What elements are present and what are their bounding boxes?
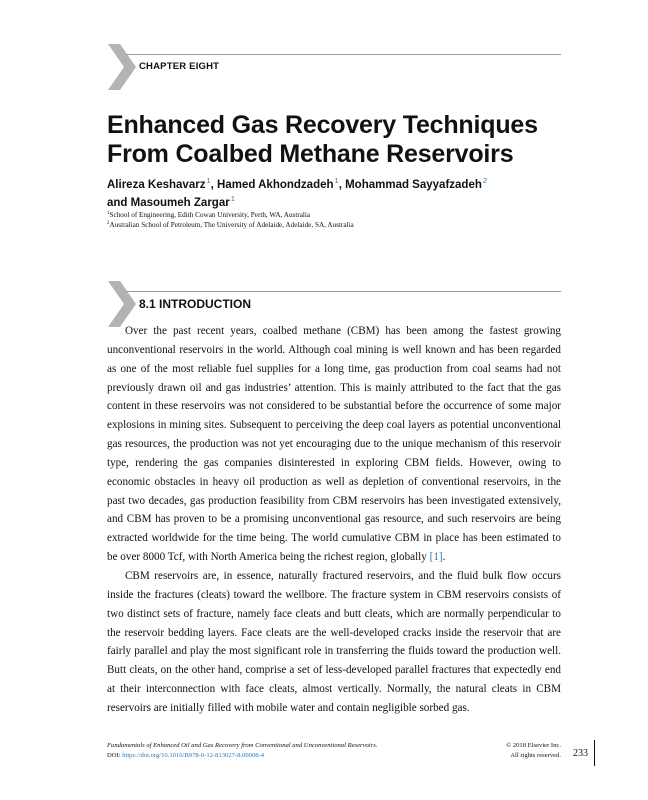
rights-text: All rights reserved. bbox=[510, 752, 561, 759]
affiliation-text: Australian School of Petroleum, The University of Adelaide, Adelaide, SA, Australia bbox=[109, 220, 354, 229]
author-name: Mohammad Sayyafzadeh bbox=[345, 179, 482, 191]
paragraph bbox=[107, 322, 561, 567]
affiliation-text: School of Engineering, Edith Cowan University, Perth, WA, Australia bbox=[109, 211, 311, 219]
title-line-1: Enhanced Gas Recovery Techniques bbox=[107, 111, 538, 139]
book-title: Fundamentals of Enhanced Oil and Gas Recovery from Conventional and Unconventional Reservoirs. bbox=[107, 742, 378, 749]
section-rule bbox=[126, 291, 561, 292]
paragraph-text: Over the past recent years, coalbed methane (CBM) has been among the fastest growing unconventional reservoirs in the world. Although coal mining is well known and has been regarded as one of the most reliable fuel supplies for a long time, gas production from coal seams had not previously drawn oil and gas industries’ attention. This is mainly attributed to the fact that the gas content in these reservoirs was not considered to be substantial before the occurrence of some major explosions in mining sites. Subsequent to perceiving the deep coal layers as potential unconventional gas resources, the production was not yet encouraging due to the unique mechanism of this reservoir type, rendering the gas companies disinterested in exploring CBM fields. However, owing to economic obstacles in heavy oil production as well as depletion of conventional reservoirs, in the past two decades, gas production feasibility from CBM reservoirs has been investigated extensively, and CBM has proven to be a promising unconventional gas resource, and such reservoirs are being extracted worldwide for the time being. The world cumulative CBM in place has been estimated to be over 8000 Tcf, with North America being the richest region, globally bbox=[107, 325, 561, 564]
doi-link[interactable]: https://doi.org/10.1016/B978-0-12-813027-8.00008-4 bbox=[122, 752, 265, 759]
doi-label: DOI: bbox=[107, 752, 121, 759]
title-line-2: From Coalbed Methane Reservoirs bbox=[107, 140, 514, 168]
doi-line bbox=[107, 751, 377, 761]
citation-link[interactable]: [1] bbox=[429, 551, 443, 564]
author-affiliation-mark[interactable]: 1 bbox=[334, 176, 339, 185]
affiliation-item bbox=[107, 211, 354, 221]
chapter-chevron-icon bbox=[108, 44, 136, 90]
authors-line-1: Alireza Keshavarz$^1$, Hamed Akhondzadeh$^1$, Mohammad Sayyafzadeh$^2$ bbox=[107, 176, 488, 191]
page-number-bar bbox=[594, 740, 595, 766]
author-affiliation-mark[interactable]: 2 bbox=[482, 176, 488, 185]
authors-line-2 bbox=[107, 194, 567, 212]
page-number: 233 bbox=[573, 748, 588, 759]
paragraph bbox=[107, 567, 561, 718]
affiliation-mark: 1 bbox=[107, 211, 110, 216]
author-affiliation-mark[interactable]: 1 bbox=[206, 176, 211, 185]
section-chevron-icon bbox=[108, 281, 136, 327]
footer-copyright bbox=[490, 741, 561, 761]
author-affiliation-mark[interactable]: 1 bbox=[230, 194, 235, 203]
author-list bbox=[107, 176, 567, 212]
page-title bbox=[107, 111, 567, 169]
paragraph-text: CBM reservoirs are, in essence, naturally fractured reservoirs, and the fluid bulk flow occurs inside the fractures (cleats) toward the wellbore. The fracture system in CBM reservoirs consists of two distinct sets of fracture, namely face cleats and butt cleats, which are normally perpendicular to the reservoir bedding layers. Face cleats are the well-developed cracks inside the reservoir that are fairly parallel and play the most significant role in transferring the fluids toward the production well. Butt cleats, on the other hand, comprise a set of less-developed parallel fractures that expectedly end at their interconnection with face cleats, almost vertically. Normally, the natural cleats in CBM reservoirs are initially filled with mobile water and contain negligible sorbed gas. bbox=[107, 569, 561, 714]
affiliation-item bbox=[107, 221, 354, 231]
author-name: and Masoumeh Zargar bbox=[107, 197, 230, 209]
author-name: Hamed Akhondzadeh bbox=[217, 179, 334, 191]
chapter-rule bbox=[126, 54, 561, 55]
paragraph-end: . bbox=[442, 551, 446, 564]
affiliation-mark: 2 bbox=[107, 220, 110, 226]
body-text bbox=[107, 322, 561, 718]
copyright-text: © 2018 Elsevier Inc. bbox=[506, 742, 561, 749]
section-heading: 8.1 INTRODUCTION bbox=[139, 297, 252, 311]
chapter-label: CHAPTER EIGHT bbox=[139, 61, 220, 72]
author-name: Alireza Keshavarz bbox=[107, 179, 206, 191]
footer-citation bbox=[107, 741, 377, 761]
affiliations bbox=[107, 211, 354, 230]
